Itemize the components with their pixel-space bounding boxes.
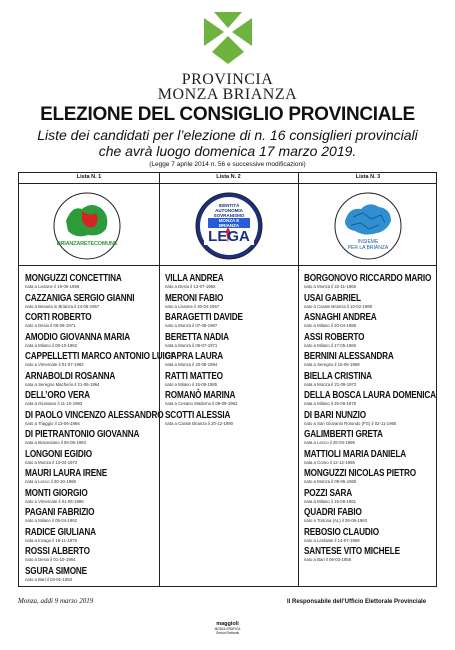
- candidate-info: nata a Milano il 25-06-1978: [304, 401, 357, 406]
- candidate-info: nato a Milano il 20-04-1988: [304, 323, 357, 328]
- column-divider-2: [298, 173, 299, 586]
- candidate-row: [165, 390, 260, 410]
- candidate-row: [304, 371, 455, 391]
- candidate-info: nata a Giussano il 11-10-1983: [25, 401, 83, 406]
- list-2-symbol-text: [194, 203, 264, 244]
- printer-line-1: MODULGRAFICA: [214, 627, 241, 631]
- candidate-row: [25, 468, 205, 488]
- candidate-name: MERONI FABIO: [165, 292, 224, 304]
- candidate-info: nato a Lissone il 30-04-1957: [165, 303, 220, 309]
- candidate-info: nata a Inzago il 18-11-1975: [25, 537, 77, 543]
- candidate-name: RADICE GIULIANA: [25, 526, 96, 538]
- province-logo: [0, 8, 455, 102]
- subtitle-line-1: Liste dei candidati per l’elezione di n. 16 consiglieri provinciali: [37, 127, 418, 143]
- candidate-row: [304, 429, 455, 449]
- candidate-info: nato a Desio il 13-07-1992: [165, 284, 216, 289]
- candidate-info: nata a Seregno il 15-06-1968: [304, 362, 360, 367]
- candidate-name: MATTIOLI MARIA DANIELA: [304, 448, 407, 460]
- candidate-name: SGURA SIMONE: [25, 565, 87, 577]
- candidate-name: BORGONOVO RICCARDO MARIO: [304, 273, 432, 284]
- candidate-info: nato a Monza il 22-11-1966: [304, 284, 356, 289]
- candidate-info: nata a Bracesiano il 06-09-1963: [25, 440, 86, 445]
- list-3-symbol-text: [333, 239, 403, 251]
- list-3-symbol: [333, 191, 403, 266]
- candidate-name: BARAGETTI DAVIDE: [165, 312, 243, 323]
- candidate-info: nato a Milano il 05-04-1962: [25, 518, 78, 523]
- candidate-row: [25, 507, 205, 527]
- candidate-info: nato a Bari il 03-01-1993: [25, 576, 73, 582]
- subtitle-line-2: che avrà luogo domenica 17 marzo 2019.: [98, 143, 357, 159]
- candidate-name: RATTI MATTEO: [165, 370, 223, 382]
- candidate-name: BIELLA CRISTINA: [304, 370, 372, 382]
- candidate-name: ASSI ROBERTO: [304, 331, 365, 343]
- candidate-name: PAGANI FABRIZIO: [25, 507, 95, 518]
- candidate-info: nata a Seregno Macherio il 21-06-1964: [25, 381, 100, 387]
- candidate-row: [304, 527, 455, 547]
- candidate-name: POZZI SARA: [304, 487, 353, 499]
- candidate-row: [165, 312, 260, 332]
- candidate-name: MAURI LAURA IRENE: [25, 468, 108, 479]
- list-2-symbol-line-4: MONZA E BRIANZA: [208, 218, 250, 228]
- candidate-info: nato a Carate Brianza il 10-02-1988: [304, 303, 373, 309]
- printer-mark: [0, 621, 455, 635]
- candidate-row: [25, 488, 205, 508]
- candidate-info: nato a Milano il 17-05-1966: [304, 342, 357, 348]
- candidate-row: [165, 351, 260, 371]
- candidate-row: [304, 468, 455, 488]
- list-2-symbol-line-2: AUTONOMIA: [215, 208, 243, 213]
- candidate-row: [304, 293, 455, 313]
- candidates-table: [18, 172, 437, 587]
- candidate-name: ROSSI ALBERTO: [25, 546, 90, 557]
- candidate-row: [304, 312, 455, 332]
- candidate-info: nata a Milano il 08-10-1962: [25, 342, 78, 348]
- candidate-row: [25, 546, 205, 566]
- candidate-name: CORTI ROBERTO: [25, 312, 92, 323]
- candidate-info: nato a Bari il 06-03-1958: [304, 557, 352, 562]
- candidate-info: nata a Monza il 06-07-1971: [165, 342, 218, 348]
- candidate-name: DI BARI NUNZIO: [304, 409, 366, 421]
- candidate-row: [304, 273, 455, 293]
- candidate-info: nato a Desio il 01-10-1964: [25, 557, 76, 562]
- candidate-name: DELLA BOSCA LAURA DOMENICA: [304, 390, 436, 401]
- candidate-row: [165, 332, 260, 352]
- candidate-info: nata a Monza il 20-08-1994: [165, 362, 218, 367]
- candidate-row: [25, 566, 205, 586]
- candidate-name: DI PAOLO VINCENZO ALESSANDRO: [25, 409, 164, 421]
- candidate-info: nata a Cesano Maderno il 08-09-1963: [165, 401, 238, 406]
- candidate-row: [304, 351, 455, 371]
- list-3-symbol-line-1: INSIEME: [357, 239, 379, 245]
- list-3-candidates: [304, 273, 455, 566]
- candidate-name: AMODIO GIOVANNA MARIA: [25, 331, 130, 343]
- candidate-name: SANTESE VITO MICHELE: [304, 546, 400, 557]
- candidate-info: nata a Lissone il 19-06-1956: [25, 284, 80, 289]
- candidate-info: nato a Monza il 07-08-1987: [165, 323, 218, 328]
- candidate-name: BERNINI ALESSANDRA: [304, 351, 394, 362]
- candidate-name: MONTI GIORGIO: [25, 487, 88, 499]
- printer-name: maggioli: [216, 621, 239, 627]
- responsible-office: Il Responsabile dell’Ufficio Elettorale Provinciale: [287, 599, 427, 605]
- candidate-info: nato a Vimercate il 01-07-1982: [25, 362, 84, 367]
- list-2-symbol-lega: LEGA: [208, 228, 250, 245]
- candidate-info: nato a Tortona (AL) il 26-06-1963: [304, 518, 367, 523]
- candidate-name: ROMANÒ MARINA: [165, 390, 236, 401]
- candidate-info: nata a Como il 12-12-1956: [304, 459, 355, 465]
- candidate-name: ARNABOLDI ROSANNA: [25, 370, 116, 382]
- list-2-symbol-line-3: SOVRANISMO: [213, 213, 245, 218]
- candidate-name: BERETTA NADIA: [165, 331, 229, 343]
- candidate-name: ASNAGHI ANDREA: [304, 312, 377, 323]
- list-3-symbol-line-2: PER LA BRIANZA: [347, 245, 389, 251]
- candidate-row: [304, 507, 455, 527]
- candidate-row: [165, 273, 260, 293]
- candidate-info: nato a Monza il 13-04-1972: [25, 459, 78, 465]
- candidate-name: LONGONI EGIDIO: [25, 448, 92, 460]
- candidate-name: REBOSIO CLAUDIO: [304, 526, 379, 538]
- candidate-row: [304, 332, 455, 352]
- candidate-row: [25, 429, 205, 449]
- logo-line-2: MONZA BRIANZA: [157, 86, 298, 103]
- candidate-info: nato a Triaggio il 13-06-1966: [25, 420, 80, 426]
- law-reference: (Legge 7 aprile 2014 n. 56 e successive modificazioni): [149, 161, 306, 168]
- candidate-name: MONGUZZI CONCETTINA: [25, 273, 122, 284]
- page-title: ELEZIONE DEL CONSIGLIO PROVINCIALE: [40, 104, 415, 125]
- candidate-info: nato a Desio il 06-09-1971: [25, 323, 76, 328]
- province-emblem-icon: [200, 8, 256, 66]
- list-1-symbol-text: BRIANZARETECOMUNE: [56, 241, 118, 247]
- page-subtitle: [0, 127, 455, 159]
- candidate-row: [304, 546, 455, 566]
- candidate-info: nato a Besana in Brianza il 24-05-1957: [25, 303, 100, 309]
- candidate-row: [304, 390, 455, 410]
- candidate-name: GALIMBERTI GRETA: [304, 429, 383, 440]
- candidate-info: nato a Limbiate il 14-07-1958: [304, 537, 360, 543]
- candidate-info: nato a Monza il 09-06-1965: [304, 479, 357, 484]
- candidate-info: nato a Vimercate il 01-06-1986: [25, 498, 84, 504]
- candidate-info: nata a Monza il 21-09-1972: [304, 381, 357, 387]
- candidate-info: nato a San Giovanni Rotondo (FG) il 02-11-1965: [304, 420, 397, 426]
- list-1-symbol: [52, 191, 122, 266]
- candidate-info: nato a Milano il 15-08-1985: [165, 381, 218, 387]
- list-3-header: Lista N. 3: [355, 174, 381, 180]
- candidate-row: [304, 449, 455, 469]
- header-divider: [19, 183, 436, 184]
- candidate-name: CAZZANIGA SERGIO GIANNI: [25, 292, 135, 304]
- candidate-info: nata a Lecco il 20-10-1968: [25, 479, 76, 484]
- candidate-name: CAPRA LAURA: [165, 351, 224, 362]
- list-2-candidates: [165, 273, 260, 429]
- candidate-row: [304, 410, 455, 430]
- list-2-header: Lista N. 2: [216, 174, 241, 180]
- candidate-name: DI PIETRANTONIO GIOVANNA: [25, 429, 140, 440]
- candidate-info: nata a Milano il 15-08-1981: [304, 498, 357, 504]
- list-2-symbol-line-1: IDENTITÀ: [218, 203, 240, 208]
- candidate-name: QUADRI FABIO: [304, 507, 362, 518]
- candidate-name: CAPPELLETTI MARCO ANTONIO LUIGI: [25, 351, 173, 362]
- candidate-name: USAI GABRIEL: [304, 292, 361, 304]
- printer-line-2: Servizi Elettorali: [216, 631, 239, 635]
- candidate-info: nata a Carate Brianza il 20-12-1990: [165, 420, 234, 426]
- candidate-name: MONGUZZI NICOLAS PIETRO: [304, 468, 416, 479]
- candidate-row: [304, 488, 455, 508]
- candidate-name: VILLA ANDREA: [165, 273, 224, 284]
- candidate-info: nata a Lecco il 26-03-1986: [304, 440, 355, 445]
- list-2-symbol: [194, 191, 264, 266]
- candidate-row: [25, 449, 205, 469]
- candidate-row: [165, 371, 260, 391]
- candidate-row: [165, 410, 260, 430]
- candidate-name: SCOTTI ALESSIA: [165, 409, 231, 421]
- issue-date: Monza, addì 9 marzo 2019: [18, 597, 94, 605]
- logo-line-1: PROVINCIA: [181, 71, 274, 88]
- candidate-row: [25, 527, 205, 547]
- candidate-name: DELL’ORO VERA: [25, 390, 90, 401]
- candidate-row: [165, 293, 260, 313]
- list-1-header: Lista N. 1: [76, 174, 102, 180]
